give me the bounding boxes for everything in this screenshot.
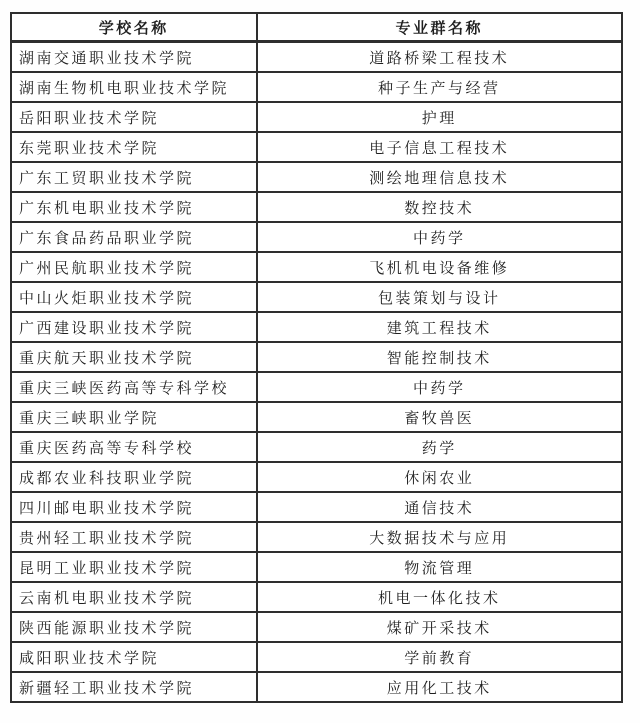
major-group-cell: 数控技术	[257, 192, 622, 222]
table-row	[11, 102, 622, 132]
school-name-cell: 云南机电职业技术学院	[11, 582, 257, 612]
major-group-cell: 道路桥梁工程技术	[257, 42, 622, 73]
table-row	[11, 132, 622, 162]
table-row	[11, 72, 622, 102]
school-name-cell: 广西建设职业技术学院	[11, 312, 257, 342]
major-group-cell: 机电一体化技术	[257, 582, 622, 612]
table-row	[11, 582, 622, 612]
table-row	[11, 462, 622, 492]
major-group-cell: 包装策划与设计	[257, 282, 622, 312]
major-group-cell: 智能控制技术	[257, 342, 622, 372]
major-group-cell: 测绘地理信息技术	[257, 162, 622, 192]
table-header-row	[11, 13, 622, 42]
school-name-cell: 成都农业科技职业学院	[11, 462, 257, 492]
major-group-cell: 学前教育	[257, 642, 622, 672]
school-major-group-table	[10, 12, 623, 703]
school-name-cell: 东莞职业技术学院	[11, 132, 257, 162]
table-row	[11, 642, 622, 672]
table-row	[11, 432, 622, 462]
table-head	[11, 13, 622, 42]
table-row	[11, 402, 622, 432]
major-group-cell: 护理	[257, 102, 622, 132]
school-name-cell: 广东机电职业技术学院	[11, 192, 257, 222]
school-name-cell: 陕西能源职业技术学院	[11, 612, 257, 642]
table-row	[11, 192, 622, 222]
table-row	[11, 492, 622, 522]
major-group-cell: 种子生产与经营	[257, 72, 622, 102]
table-row	[11, 672, 622, 702]
major-group-cell: 建筑工程技术	[257, 312, 622, 342]
school-name-cell: 中山火炬职业技术学院	[11, 282, 257, 312]
column-header-major-group-name: 专业群名称	[257, 13, 622, 42]
table-row	[11, 312, 622, 342]
major-group-cell: 物流管理	[257, 552, 622, 582]
major-group-cell: 中药学	[257, 372, 622, 402]
school-name-cell: 咸阳职业技术学院	[11, 642, 257, 672]
school-name-cell: 广东食品药品职业学院	[11, 222, 257, 252]
table-row	[11, 162, 622, 192]
major-group-cell: 休闲农业	[257, 462, 622, 492]
school-name-cell: 四川邮电职业技术学院	[11, 492, 257, 522]
school-name-cell: 重庆航天职业技术学院	[11, 342, 257, 372]
table-row	[11, 42, 622, 73]
school-name-cell: 新疆轻工职业技术学院	[11, 672, 257, 702]
table-row	[11, 222, 622, 252]
school-name-cell: 广州民航职业技术学院	[11, 252, 257, 282]
school-name-cell: 重庆医药高等专科学校	[11, 432, 257, 462]
table-row	[11, 552, 622, 582]
school-name-cell: 重庆三峡职业学院	[11, 402, 257, 432]
table-row	[11, 342, 622, 372]
table-row	[11, 522, 622, 552]
school-name-cell: 重庆三峡医药高等专科学校	[11, 372, 257, 402]
major-group-cell: 畜牧兽医	[257, 402, 622, 432]
table-row	[11, 282, 622, 312]
school-name-cell: 湖南生物机电职业技术学院	[11, 72, 257, 102]
school-name-cell: 昆明工业职业技术学院	[11, 552, 257, 582]
major-group-cell: 飞机机电设备维修	[257, 252, 622, 282]
major-group-cell: 药学	[257, 432, 622, 462]
table-row	[11, 612, 622, 642]
column-header-school-name: 学校名称	[11, 13, 257, 42]
major-group-cell: 应用化工技术	[257, 672, 622, 702]
table-row	[11, 372, 622, 402]
major-group-cell: 煤矿开采技术	[257, 612, 622, 642]
school-name-cell: 岳阳职业技术学院	[11, 102, 257, 132]
school-name-cell: 湖南交通职业技术学院	[11, 42, 257, 73]
major-group-cell: 大数据技术与应用	[257, 522, 622, 552]
major-group-cell: 通信技术	[257, 492, 622, 522]
school-name-cell: 广东工贸职业技术学院	[11, 162, 257, 192]
table-row	[11, 252, 622, 282]
table-body	[11, 42, 622, 703]
major-group-cell: 中药学	[257, 222, 622, 252]
major-group-cell: 电子信息工程技术	[257, 132, 622, 162]
school-name-cell: 贵州轻工职业技术学院	[11, 522, 257, 552]
